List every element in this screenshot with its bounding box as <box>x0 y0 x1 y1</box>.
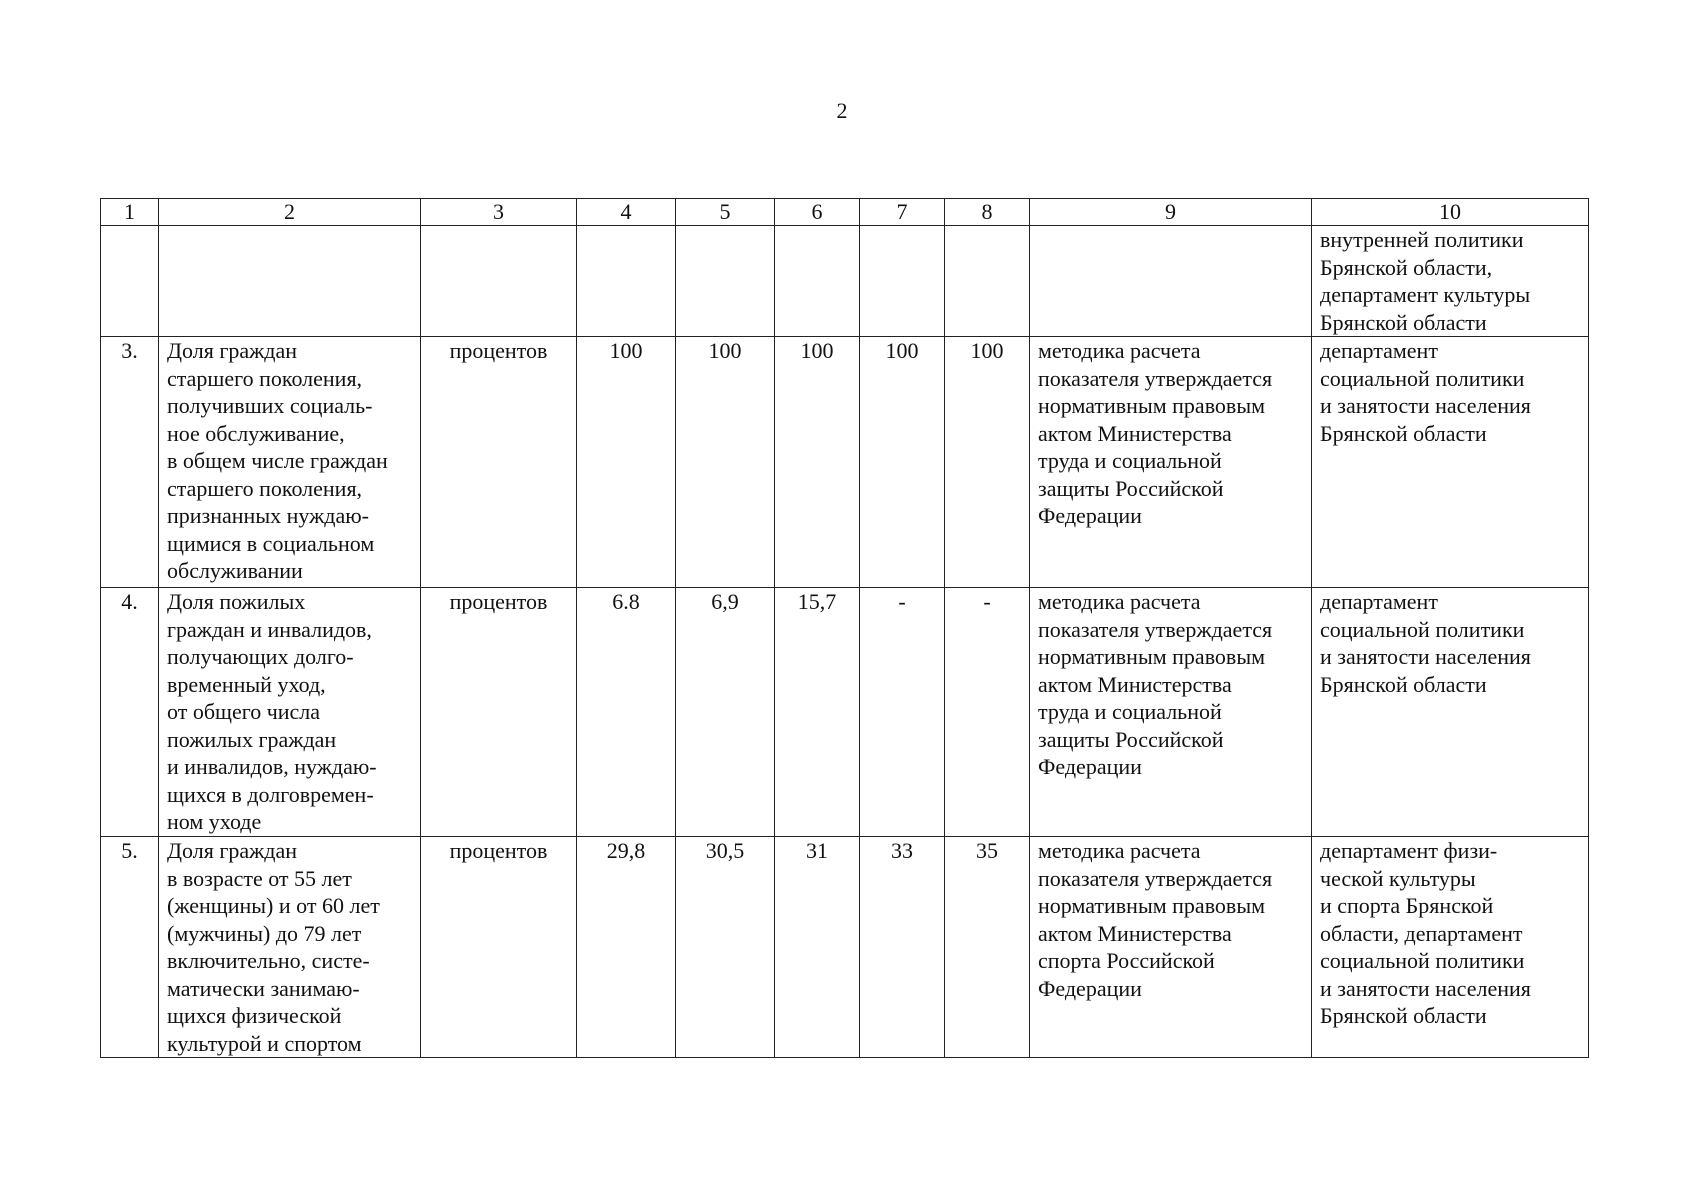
table-row <box>101 588 1589 837</box>
text-line: социальной политики <box>1320 616 1525 642</box>
text-line: старшего поколения, <box>167 475 363 501</box>
method-cell <box>1030 837 1312 1058</box>
text-line: старшего поколения, <box>167 365 363 391</box>
text-line: Доля граждан <box>167 338 298 363</box>
text-line: нормативным правовым <box>1038 893 1266 918</box>
row-number: 3. <box>101 337 159 588</box>
text-line: щимися в социальном <box>167 530 375 556</box>
text-line: департамент <box>1320 338 1438 363</box>
header-cell: 2 <box>159 199 421 226</box>
table-row <box>101 337 1589 588</box>
value-cell: 30,5 <box>676 837 775 1058</box>
text-line: актом Министерства <box>1038 420 1232 446</box>
value-cell: 100 <box>577 337 676 588</box>
text-line: департамент физи- <box>1320 838 1498 863</box>
text-line: социальной политики <box>1320 948 1525 973</box>
value-cell: 31 <box>775 837 860 1058</box>
method-cell <box>1030 588 1312 837</box>
table-row <box>101 837 1589 1058</box>
text-line: нормативным правовым <box>1038 393 1266 418</box>
table-cell <box>775 226 860 337</box>
text-line: спорта Российской <box>1038 948 1215 973</box>
text-line: методика расчета <box>1038 338 1201 363</box>
header-cell: 7 <box>860 199 945 226</box>
text-line: временный уход, <box>167 671 326 697</box>
text-line: Доля граждан <box>167 838 298 863</box>
text-line: защиты Российской <box>1038 475 1224 501</box>
value-cell: 100 <box>775 337 860 588</box>
table-cell <box>577 226 676 337</box>
text-line: труда и социальной <box>1038 448 1222 473</box>
text-line: Брянской области <box>1320 1003 1487 1028</box>
header-cell: 8 <box>945 199 1030 226</box>
text-line: в общем числе граждан <box>167 448 388 473</box>
responsible-cell <box>1312 588 1589 837</box>
text-line: Федерации <box>1038 975 1142 1001</box>
text-line: пожилых граждан <box>167 726 337 752</box>
value-cell: - <box>860 588 945 837</box>
text-line: актом Министерства <box>1038 920 1232 946</box>
header-cell: 5 <box>676 199 775 226</box>
text-line: получающих долго- <box>167 644 354 669</box>
text-line: труда и социальной <box>1038 699 1222 724</box>
value-cell: 6.8 <box>577 588 676 837</box>
text-line: граждан и инвалидов, <box>167 616 372 642</box>
text-line: Брянской области, <box>1320 254 1493 280</box>
text-line: области, департамент <box>1320 920 1523 946</box>
responsible-cell <box>1312 337 1589 588</box>
value-cell: 33 <box>860 837 945 1058</box>
text-line: Доля пожилых <box>167 589 306 614</box>
method-cell <box>1030 337 1312 588</box>
table-cell <box>101 226 159 337</box>
table-cell <box>421 226 577 337</box>
text-line: культурой и спортом <box>167 1030 362 1056</box>
indicator-cell <box>159 837 421 1058</box>
unit-cell: процентов <box>421 337 577 588</box>
indicators-table <box>100 198 1589 1058</box>
indicator-cell <box>159 588 421 837</box>
value-cell: 100 <box>945 337 1030 588</box>
value-cell: 6,9 <box>676 588 775 837</box>
table-cell <box>159 226 421 337</box>
text-line: ческой культуры <box>1320 865 1476 891</box>
text-line: получивших социаль- <box>167 393 373 418</box>
text-line: социальной политики <box>1320 365 1525 391</box>
text-line: защиты Российской <box>1038 726 1224 752</box>
page-number: 2 <box>836 98 848 123</box>
value-cell: 15,7 <box>775 588 860 837</box>
text-line: и занятости населения <box>1320 644 1531 669</box>
text-line: показателя утверждается <box>1038 365 1273 391</box>
text-line: включительно, систе- <box>167 948 370 973</box>
text-line: показателя утверждается <box>1038 616 1273 642</box>
header-cell: 9 <box>1030 199 1312 226</box>
text-line: ном уходе <box>167 809 262 834</box>
text-line: нормативным правовым <box>1038 644 1266 669</box>
text-line: методика расчета <box>1038 589 1201 614</box>
header-cell: 3 <box>421 199 577 226</box>
text-line: и занятости населения <box>1320 393 1531 418</box>
text-line: Брянской области <box>1320 309 1487 335</box>
value-cell: 100 <box>860 337 945 588</box>
text-line: щихся в долговремен- <box>167 781 374 807</box>
header-cell: 6 <box>775 199 860 226</box>
text-line: признанных нуждаю- <box>167 503 370 528</box>
indicator-cell <box>159 337 421 588</box>
text-line: от общего числа <box>167 699 321 724</box>
table-cell <box>860 226 945 337</box>
text-line: щихся физической <box>167 1003 342 1028</box>
table-row-continuation <box>101 226 1589 337</box>
row-number: 4. <box>101 588 159 837</box>
text-line: ное обслуживание, <box>167 420 345 446</box>
text-line: департамент <box>1320 589 1438 614</box>
text-line: матически занимаю- <box>167 975 360 1001</box>
responsible-cell <box>1312 837 1589 1058</box>
text-line: Федерации <box>1038 754 1142 779</box>
table-cell <box>1030 226 1312 337</box>
table-header-row <box>101 199 1589 226</box>
text-line: методика расчета <box>1038 838 1201 863</box>
value-cell: 29,8 <box>577 837 676 1058</box>
header-cell: 10 <box>1312 199 1589 226</box>
text-line: департамент культуры <box>1320 282 1531 307</box>
responsible-cell <box>1312 226 1589 337</box>
text-line: и спорта Брянской <box>1320 893 1494 918</box>
header-cell: 4 <box>577 199 676 226</box>
value-cell: - <box>945 588 1030 837</box>
text-line: (мужчины) до 79 лет <box>167 920 362 946</box>
text-line: Брянской области <box>1320 671 1487 697</box>
unit-cell: процентов <box>421 837 577 1058</box>
row-number: 5. <box>101 837 159 1058</box>
text-line: внутренней политики <box>1320 227 1524 252</box>
text-line: актом Министерства <box>1038 671 1232 697</box>
header-cell: 1 <box>101 199 159 226</box>
text-line: и занятости населения <box>1320 975 1531 1001</box>
table-cell <box>676 226 775 337</box>
text-line: Брянской области <box>1320 420 1487 446</box>
table-cell <box>945 226 1030 337</box>
text-line: (женщины) и от 60 лет <box>167 893 380 918</box>
text-line: в возрасте от 55 лет <box>167 865 352 891</box>
value-cell: 100 <box>676 337 775 588</box>
text-line: показателя утверждается <box>1038 865 1273 891</box>
unit-cell: процентов <box>421 588 577 837</box>
text-line: Федерации <box>1038 503 1142 528</box>
value-cell: 35 <box>945 837 1030 1058</box>
text-line: обслуживании <box>167 558 303 583</box>
text-line: и инвалидов, нуждаю- <box>167 754 377 779</box>
